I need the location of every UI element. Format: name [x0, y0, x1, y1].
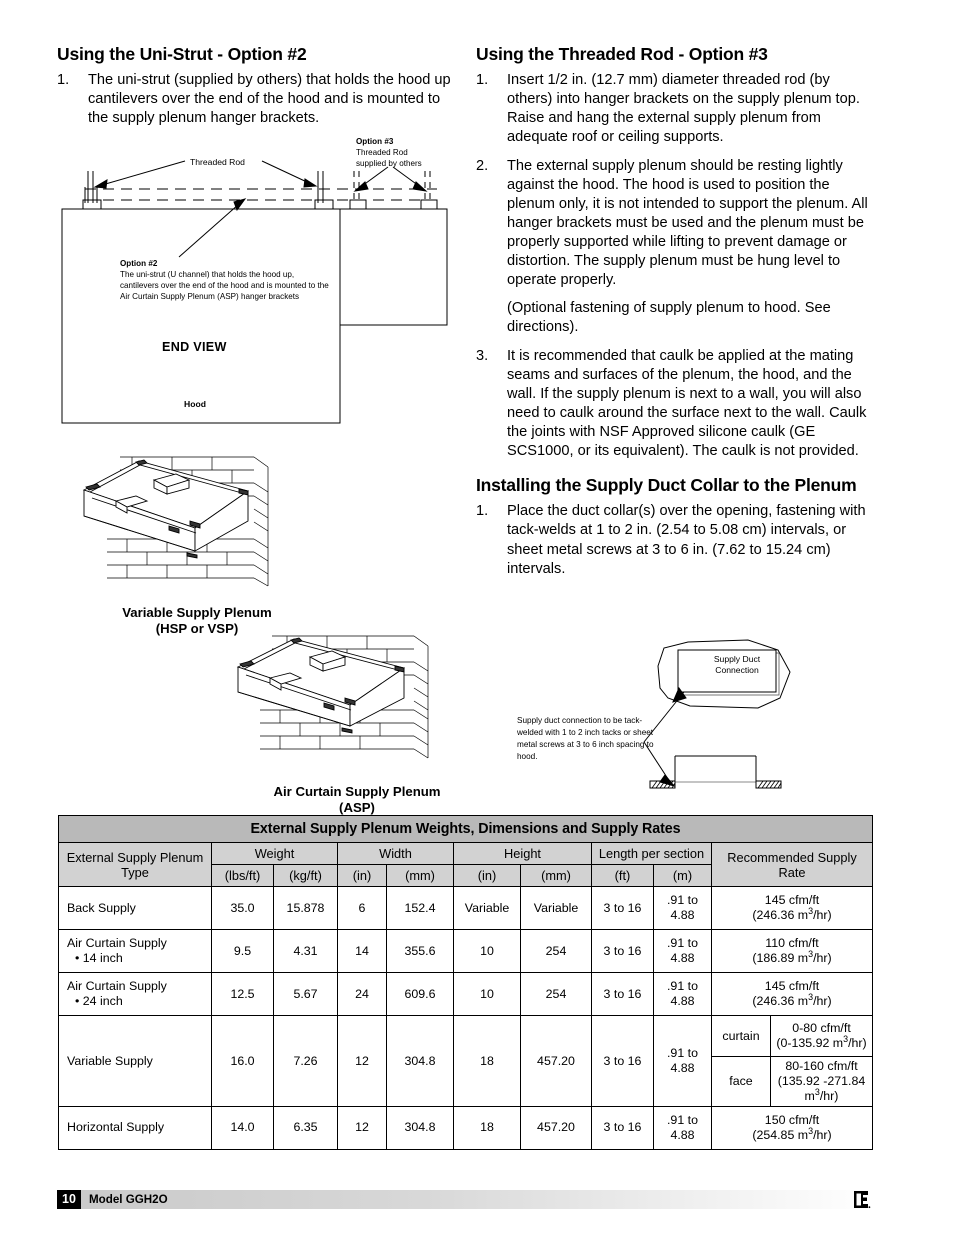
rate-value-curtain [771, 1016, 873, 1056]
left-steps-list [57, 71, 457, 128]
cell-kg-ft: 7.26 [274, 1016, 338, 1107]
step-number: 3. [476, 347, 489, 364]
duct-callout-line1: Supply Duct [713, 654, 761, 664]
rate-metric-pre: (135.92 -271.84 m [777, 1074, 866, 1103]
cell-width-in: 24 [338, 973, 387, 1016]
cell-length-ft: 3 to 16 [592, 973, 654, 1016]
cell-height-mm: 254 [521, 930, 592, 973]
cell-height-mm: Variable [521, 887, 592, 930]
rate-metric-post: /hr) [819, 1088, 839, 1103]
rate-imperial: 110 cfm/ft [765, 936, 819, 951]
cell-lbs-ft: 9.5 [212, 930, 274, 973]
duct-collar-steps-list [476, 502, 872, 578]
rate-split-row [712, 1057, 872, 1106]
right-section-heading: Using the Threaded Rod - Option #3 [476, 44, 768, 64]
unit-width-in: (in) [338, 865, 387, 887]
rate-label-face: face [712, 1057, 771, 1106]
unit-height-mm: (mm) [521, 865, 592, 887]
right-steps-list-cont [476, 347, 872, 462]
rate-imperial: 145 cfm/ft [764, 979, 820, 994]
footer-gradient-bar [57, 1190, 873, 1209]
asp-illustration [232, 622, 482, 777]
col-header-weight: Weight [212, 843, 338, 865]
cell-type: Variable Supply [59, 1016, 212, 1107]
cell-width-in: 14 [338, 930, 387, 973]
rate-metric-post: /hr) [813, 908, 832, 923]
duct-callout-line2: Connection [715, 665, 759, 676]
right-column [476, 44, 872, 588]
rate-metric-sup: 3 [843, 1034, 849, 1045]
cell-width-mm: 355.6 [387, 930, 454, 973]
figure-supply-duct-connection [508, 636, 874, 811]
option3-line1: Threaded Rod [356, 148, 408, 158]
rate-value-face [771, 1057, 873, 1106]
option3-title: Option #3 [356, 137, 394, 147]
cell-kg-ft: 4.31 [274, 930, 338, 973]
cell-supply-rate [712, 973, 873, 1016]
step-number: 2. [476, 157, 489, 174]
table-header-row-1 [59, 843, 873, 865]
cell-length-m: .91 to 4.88 [654, 930, 712, 973]
rate-metric-sup: 3 [814, 1086, 820, 1097]
duct-note-text: Supply duct connection to be tack-welded with 1 to 2 inch tacks or sheet metal screws at 3 to 6 inch spacing to hood. [517, 716, 654, 761]
unit-length-m: (m) [654, 865, 712, 887]
vsp-caption-line1: Variable Supply Plenum [122, 605, 272, 620]
cell-length-ft: 3 to 16 [592, 930, 654, 973]
cell-length-ft: 3 to 16 [592, 887, 654, 930]
table-title: External Supply Plenum Weights, Dimensions and Supply Rates [59, 816, 873, 843]
cell-length-m: .91 to 4.88 [654, 887, 712, 930]
cell-length-ft: 3 to 16 [592, 1106, 654, 1149]
col-header-supply-rate: Recommended Supply Rate [712, 843, 873, 887]
cell-width-mm: 304.8 [387, 1016, 454, 1107]
footer-model-label: Model GGH2O [89, 1193, 168, 1206]
cell-supply-rate-split [712, 1057, 873, 1107]
col-header-height: Height [454, 843, 592, 865]
figure-variable-supply-plenum [72, 443, 322, 637]
cell-height-mm: 457.20 [521, 1106, 592, 1149]
option2-body: The uni-strut (U channel) that holds the hood up, cantilevers over the end of the hood and is mounted to the Air Curtain Supply Plenum (ASP) hanger brackets [120, 270, 329, 302]
cell-width-mm: 152.4 [387, 887, 454, 930]
cell-length-m: .91 to 4.88 [654, 1016, 712, 1107]
right-steps-list [476, 71, 872, 290]
rate-metric-pre: (246.36 m [752, 994, 809, 1009]
cell-height-in: 10 [454, 930, 521, 973]
unit-kg-ft: (kg/ft) [274, 865, 338, 887]
cell-height-in: Variable [454, 887, 521, 930]
rate-metric-sup: 3 [808, 949, 814, 960]
cell-width-in: 12 [338, 1016, 387, 1107]
option2-title: Option #2 [120, 259, 158, 269]
vsp-caption-line2: (HSP or VSP) [155, 620, 239, 636]
cell-width-in: 12 [338, 1106, 387, 1149]
cell-kg-ft: 5.67 [274, 973, 338, 1016]
rate-imperial: 150 cfm/ft [764, 1112, 820, 1127]
end-view-text: END VIEW [162, 340, 227, 355]
duct-callout-label [691, 654, 783, 677]
col-header-width: Width [338, 843, 454, 865]
rate-imperial: 80-160 cfm/ft [785, 1059, 858, 1074]
rate-split-row [712, 1016, 872, 1056]
cell-type: Horizontal Supply [59, 1106, 212, 1149]
step-number: 1. [476, 503, 489, 520]
step-text: The uni-strut (supplied by others) that holds the hood up cantilevers over the end of the hood and is mounted to the supply plenum hanger brackets. [88, 72, 451, 127]
step-text: It is recommended that caulk be applied at the mating seams and surfaces of the plenum, the hood, and the wall. If the supply plenum is next to a wall, you will also need to caulk around the surface next to the wall. Caulk the joints with NSF Approved silicone caulk (GE SCS1000, or its equivalent). The caulk is not provided. [507, 347, 867, 460]
list-item [476, 71, 872, 147]
rate-metric-post: /hr) [813, 994, 832, 1009]
step-text: The external supply plenum should be resting lightly against the hood. The hood is used to position the plenum only, it is not intended to support the plenum. All hanger brackets must be used and the plenum must be properly supported while lifting to prevent damage or distortion. The supply plenum must be hung level to operate properly. [507, 157, 868, 289]
rate-metric-post: /hr) [848, 1036, 867, 1051]
asp-caption-line1: Air Curtain Supply Plenum [273, 784, 441, 799]
cell-height-in: 10 [454, 973, 521, 1016]
cell-length-m: .91 to 4.88 [654, 1106, 712, 1149]
asp-caption-line2: (ASP) [339, 799, 375, 815]
vsp-illustration [72, 443, 322, 598]
table-row [59, 1016, 873, 1057]
cell-lbs-ft: 16.0 [212, 1016, 274, 1107]
unit-width-mm: (mm) [387, 865, 454, 887]
cell-type [59, 930, 212, 973]
optional-note: (Optional fastening of supply plenum to hood. See directions). [507, 300, 831, 336]
table-body [59, 887, 873, 1150]
step-number: 1. [476, 72, 489, 89]
cell-supply-rate [712, 1106, 873, 1149]
rate-metric-post: /hr) [813, 1127, 832, 1142]
rate-metric-pre: (254.85 m [752, 1127, 809, 1142]
rate-metric-pre: (246.36 m [752, 908, 809, 923]
cell-height-mm: 457.20 [521, 1016, 592, 1107]
rate-label-curtain: curtain [712, 1016, 771, 1056]
list-item [476, 502, 872, 578]
rate-split-table [712, 1057, 872, 1106]
cell-lbs-ft: 14.0 [212, 1106, 274, 1149]
rate-split-table [712, 1016, 872, 1056]
end-view-diagram [57, 137, 457, 442]
cell-length-ft: 3 to 16 [592, 1016, 654, 1107]
option3-line2: supplied by others [356, 159, 422, 169]
cell-height-mm: 254 [521, 973, 592, 1016]
table-row [59, 887, 873, 930]
rate-metric-pre: (186.89 m [752, 951, 809, 966]
asp-caption [232, 784, 482, 816]
hood-label: Hood [184, 399, 206, 410]
table-row [59, 973, 873, 1016]
table-row [59, 1106, 873, 1149]
list-item [57, 71, 457, 128]
cell-supply-rate-split [712, 1016, 873, 1057]
specification-table [58, 815, 873, 1150]
table-row [59, 930, 873, 973]
type-name: Air Curtain Supply [67, 979, 167, 994]
cell-lbs-ft: 12.5 [212, 973, 274, 1016]
duct-collar-heading: Installing the Supply Duct Collar to the Plenum [476, 475, 857, 496]
cell-type [59, 887, 212, 930]
rate-imperial: 145 cfm/ft [764, 893, 820, 908]
cell-height-in: 18 [454, 1106, 521, 1149]
unit-height-in: (in) [454, 865, 521, 887]
rate-metric-pre: (0-135.92 m [776, 1036, 844, 1051]
unit-length-ft: (ft) [592, 865, 654, 887]
cell-width-in: 6 [338, 887, 387, 930]
type-subline: • 24 inch [75, 994, 123, 1009]
cell-type [59, 973, 212, 1016]
col-header-type: External Supply Plenum Type [59, 843, 212, 887]
rate-metric-sup: 3 [808, 992, 814, 1003]
table-head [59, 816, 873, 887]
list-item [476, 157, 872, 291]
rate-imperial: 0-80 cfm/ft [792, 1021, 851, 1036]
option3-annotation [356, 137, 422, 170]
rate-metric-sup: 3 [808, 1125, 814, 1136]
cell-supply-rate [712, 930, 873, 973]
table-title-row [59, 816, 873, 843]
cell-width-mm: 304.8 [387, 1106, 454, 1149]
rate-metric-sup: 3 [808, 906, 814, 917]
unit-lbs-ft: (lbs/ft) [212, 865, 274, 887]
type-name: Air Curtain Supply [67, 936, 167, 951]
cell-kg-ft: 15.878 [274, 887, 338, 930]
cell-height-in: 18 [454, 1016, 521, 1107]
threaded-rod-label: Threaded Rod [190, 157, 245, 168]
type-name: Back Supply [67, 900, 136, 915]
left-section-heading: Using the Uni-Strut - Option #2 [57, 44, 307, 64]
step-number: 1. [57, 72, 70, 89]
step-text: Place the duct collar(s) over the opening, fastening with tack-welds at 1 to 2 in. (2.54 to 5.08 cm) intervals, or sheet metal screws at 3 to 6 in. (7.62 to 15.24 cm) intervals. [507, 503, 866, 577]
cell-length-m: .91 to 4.88 [654, 973, 712, 1016]
figure-air-curtain-supply-plenum [232, 622, 482, 816]
page-number-badge: 10 [57, 1190, 81, 1209]
page-footer [57, 1190, 873, 1209]
list-item [476, 347, 872, 462]
option2-annotation [120, 258, 330, 302]
rate-metric-post: /hr) [813, 951, 832, 966]
greenheck-logo-icon [851, 1189, 871, 1210]
step-text: Insert 1/2 in. (12.7 mm) diameter threaded rod (by others) into hanger brackets on the supply plenum top. Raise and hang the external supply plenum from adequate roof or ceiling supports. [507, 72, 860, 146]
cell-supply-rate [712, 887, 873, 930]
cell-width-mm: 609.6 [387, 973, 454, 1016]
col-header-length: Length per section [592, 843, 712, 865]
type-subline: • 14 inch [75, 951, 123, 966]
cell-kg-ft: 6.35 [274, 1106, 338, 1149]
cell-lbs-ft: 35.0 [212, 887, 274, 930]
left-column [57, 44, 457, 442]
